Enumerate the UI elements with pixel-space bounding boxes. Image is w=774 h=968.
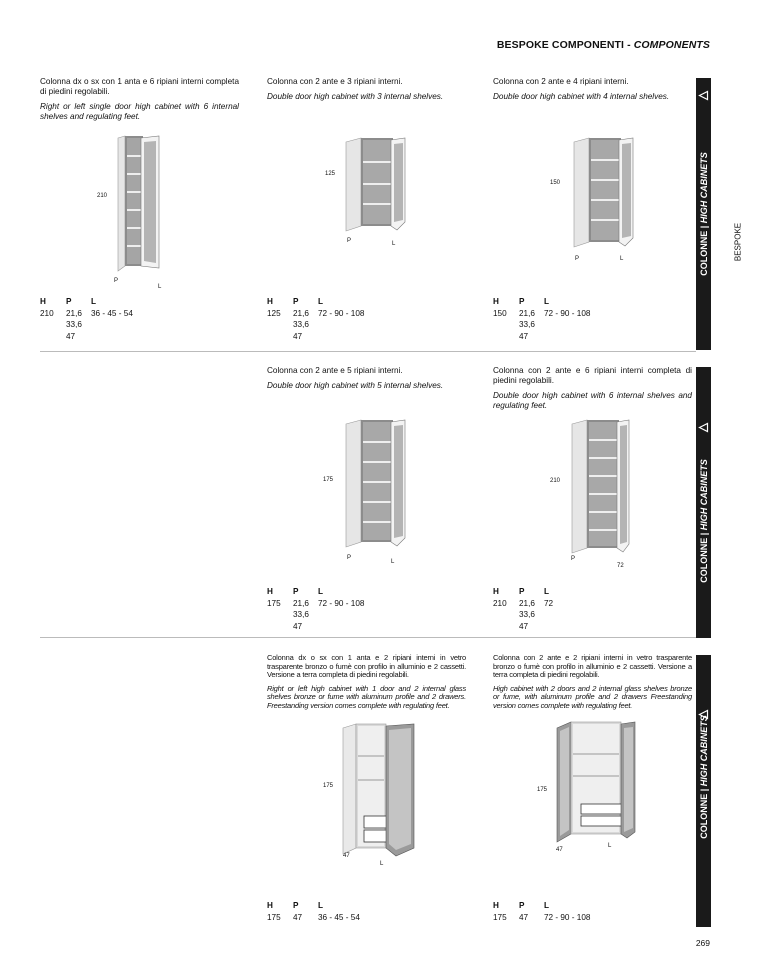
page-header: BESPOKE COMPONENTI - COMPONENTS xyxy=(496,39,710,51)
depth-label: 47 xyxy=(556,847,563,853)
product-description: Colonna con 2 ante e 2 ripiani interni in vetro trasparente bronzo o fumè con profilo in alluminio e 2 cassetti. Versione a terra completa di piedini regolabili. High cabinet with 2 doors and 2 internal glass shelves bronze or fume, with aluminum profile and 2 drawers Freestanding version comes complete with regulating feet. xyxy=(493,653,692,710)
triangle-icon xyxy=(698,90,709,101)
dimensions-table: H P L 150 21,6 72 - 90 - 108 33,6 47 xyxy=(493,297,591,341)
width-label: L xyxy=(608,843,612,849)
cabinet-drawing xyxy=(343,420,413,550)
height-label: 210 xyxy=(97,193,108,199)
dimensions-table: H P L 175 47 72 - 90 - 108 xyxy=(493,901,591,922)
cabinet-drawing xyxy=(555,722,645,846)
row-divider xyxy=(40,637,696,638)
cabinet-drawing xyxy=(115,136,175,272)
width-label: L xyxy=(391,559,395,565)
depth-label: P xyxy=(347,238,352,244)
product-description: Colonna con 2 ante e 5 ripiani interni. Double door high cabinet with 5 internal shelves. xyxy=(267,366,444,390)
page-number: 269 xyxy=(695,938,710,948)
width-label: L xyxy=(392,241,396,247)
cabinet-drawing xyxy=(569,420,639,556)
tab-label: COLONNE | HIGH CABINETS xyxy=(698,459,709,584)
height-label: 210 xyxy=(550,478,561,484)
depth-label: P xyxy=(571,556,576,562)
cabinet-drawing xyxy=(343,138,413,234)
section-tab-high-cabinets-2[interactable] xyxy=(696,367,711,638)
dimensions-table: H P L 175 47 36 - 45 - 54 xyxy=(267,901,360,922)
cabinet-drawing xyxy=(340,724,420,860)
height-label: 125 xyxy=(325,171,336,177)
width-label: L xyxy=(620,256,624,262)
depth-label: 47 xyxy=(343,853,350,859)
product-description: Colonna dx o sx con 1 anta e 2 ripiani interni in vetro trasparente bronzo o fumè con profilo in alluminio e 2 cassetti. Versione a terra completa di piedini regolabili. Right or left high cabinet with 1 door and 2 internal glass shelves bronze or fume with aluminum profile and 2 drawers. Freestanding version comes complete with regulating feet. xyxy=(267,653,466,710)
tab-label: COLONNE | HIGH CABINETS xyxy=(698,152,709,276)
height-label: 150 xyxy=(550,180,561,186)
width-label: 72 xyxy=(617,563,624,569)
cabinet-drawing xyxy=(571,138,641,250)
dimensions-table: H P L 210 21,6 72 33,6 47 xyxy=(493,587,554,631)
depth-label: P xyxy=(347,555,352,561)
section-tab-high-cabinets-1[interactable] xyxy=(696,78,711,350)
height-label: 175 xyxy=(323,477,334,483)
height-label: 175 xyxy=(323,783,334,789)
tab-label: COLONNE | HIGH CABINETS xyxy=(698,715,709,840)
depth-label: P xyxy=(575,256,580,262)
product-description: Colonna dx o sx con 1 anta e 6 ripiani interni completa di piedini regolabili. Right or left single door high cabinet with 6 internal shelves and regulating feet. xyxy=(40,77,239,121)
section-tab-high-cabinets-3[interactable] xyxy=(696,655,711,927)
width-label: L xyxy=(158,284,162,290)
height-label: 175 xyxy=(537,787,548,793)
row-divider xyxy=(40,351,696,352)
dimensions-table: H P L 210 21,6 36 - 45 - 54 33,6 47 xyxy=(40,297,133,341)
product-description: Colonna con 2 ante e 6 ripiani interni completa di piedini regolabili. Double door high cabinet with 6 internal shelves and regulating feet. xyxy=(493,366,692,410)
width-label: L xyxy=(380,861,384,867)
triangle-icon xyxy=(698,422,709,433)
dimensions-table: H P L 125 21,6 72 - 90 - 108 33,6 47 xyxy=(267,297,365,341)
product-description: Colonna con 2 ante e 4 ripiani interni. Double door high cabinet with 4 internal shelves. xyxy=(493,77,670,101)
product-description: Colonna con 2 ante e 3 ripiani interni. Double door high cabinet with 3 internal shelves. xyxy=(267,77,444,101)
dimensions-table: H P L 175 21,6 72 - 90 - 108 33,6 47 xyxy=(267,587,365,631)
side-label: BESPOKE xyxy=(733,222,743,262)
depth-label: P xyxy=(114,278,119,284)
